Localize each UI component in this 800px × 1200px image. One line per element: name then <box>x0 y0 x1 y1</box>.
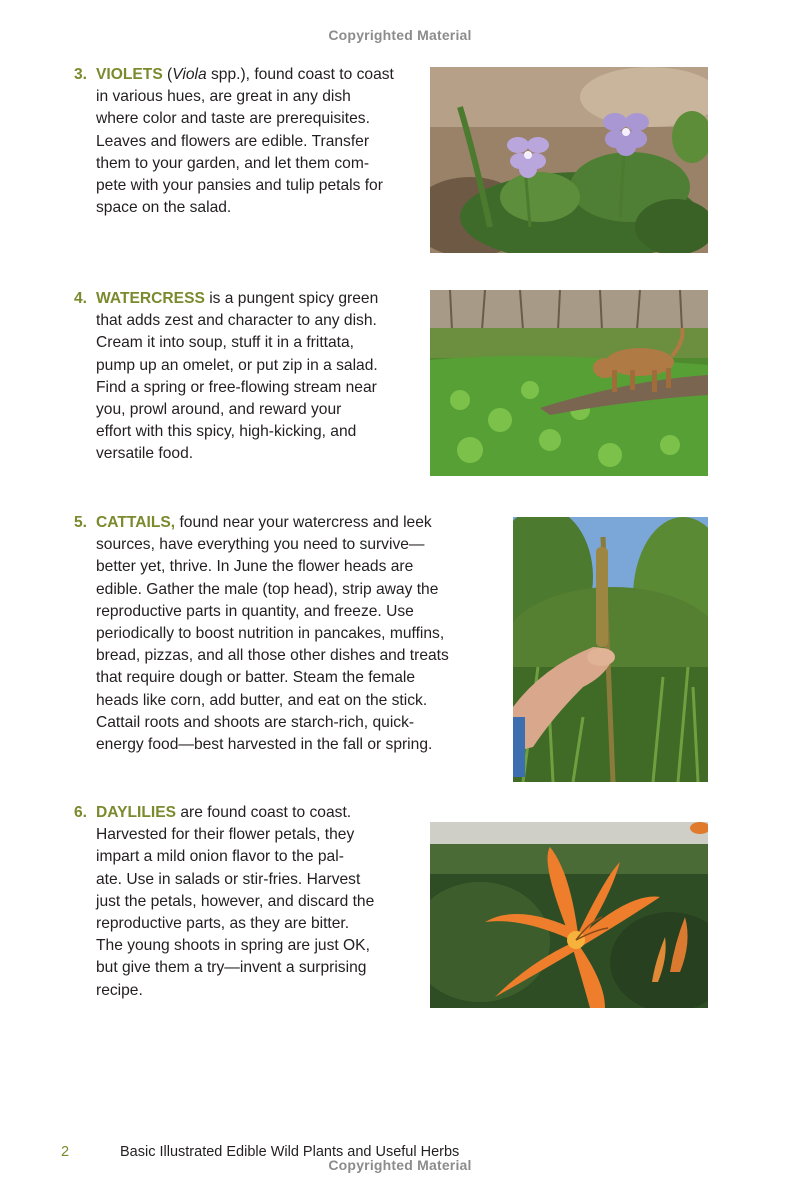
entry-number: 6. <box>74 804 88 821</box>
entry-line: but give them a try—invent a surprising <box>96 959 367 977</box>
entry-text <box>74 512 449 756</box>
entry-line: Cream it into soup, stuff it in a frittata, <box>96 334 354 352</box>
watercress-dog-photo <box>430 290 708 476</box>
entry-line <box>96 802 374 824</box>
violet-flowers-photo <box>430 67 708 253</box>
entry-line <box>96 64 394 86</box>
entry-line: versatile food. <box>96 445 194 463</box>
entry-line: reproductive parts, as they are bitter. <box>96 915 350 933</box>
entry-line: just the petals, however, and discard the <box>96 892 375 910</box>
entry-line-text: spp.), found coast to coast <box>206 66 394 83</box>
entry-line: edible. Gather the male (top head), strip away the <box>96 580 439 598</box>
entry-line: heads like corn, add butter, and eat on the stick. <box>96 691 428 709</box>
entry-line <box>96 512 449 534</box>
entry-line: recipe. <box>96 981 143 999</box>
entry-line: that adds zest and character to any dish. <box>96 312 377 330</box>
entry-line: better yet, thrive. In June the flower heads are <box>96 558 414 576</box>
entry-line: effort with this spicy, high-kicking, and <box>96 423 357 441</box>
entry-line: reproductive parts in quantity, and freeze. Use <box>96 602 414 620</box>
entry-line: that require dough or batter. Steam the female <box>96 669 416 687</box>
entry-line: pump up an omelet, or put zip in a salad. <box>96 356 378 374</box>
latin-name: Viola <box>172 66 207 83</box>
orange-daylily-photo <box>430 822 708 1008</box>
entry-text <box>74 288 378 466</box>
entry-line: Cattail roots and shoots are starch-rich, quick- <box>96 713 415 731</box>
entry-number: 3. <box>74 66 88 83</box>
entry-line: bread, pizzas, and all those other dishes and treats <box>96 647 449 665</box>
entry-number: 5. <box>74 514 88 531</box>
entry-line-text: is a pungent spicy green <box>204 290 379 307</box>
plant-name: WATERCRESS <box>96 290 205 307</box>
entry-line: ate. Use in salads or stir-fries. Harvest <box>96 870 361 888</box>
entry-line: sources, have everything you need to survive— <box>96 536 425 554</box>
entry-line: Harvested for their flower petals, they <box>96 826 355 844</box>
entry-line: in various hues, are great in any dish <box>96 88 351 106</box>
entry-line: periodically to boost nutrition in pancakes, muffins, <box>96 625 445 643</box>
copyright-watermark-bottom: Copyrighted Material <box>328 1157 472 1173</box>
entry-line: them to your garden, and let them com- <box>96 154 370 172</box>
plant-name: DAYLILIES <box>96 804 177 821</box>
entry-watercress <box>74 288 378 466</box>
entry-line: The young shoots in spring are just OK, <box>96 937 370 955</box>
entry-line: impart a mild onion flavor to the pal- <box>96 848 344 866</box>
entry-line-text: found near your watercress and leek <box>175 514 432 531</box>
entry-daylilies <box>74 802 374 1002</box>
entry-line: where color and taste are prerequisites. <box>96 110 370 128</box>
entry-line-text: ( <box>162 66 173 83</box>
running-head: Basic Illustrated Edible Wild Plants and Useful Herbs <box>120 1144 460 1160</box>
entry-line: you, prowl around, and reward your <box>96 401 342 419</box>
entry-line: Find a spring or free-flowing stream near <box>96 378 377 396</box>
entry-line <box>96 288 378 310</box>
entry-cattails <box>74 512 449 756</box>
entry-line: energy food—best harvested in the fall or spring. <box>96 736 433 754</box>
entry-line: Leaves and flowers are edible. Transfer <box>96 132 370 150</box>
entry-number: 4. <box>74 290 88 307</box>
copyright-watermark-top: Copyrighted Material <box>328 27 472 43</box>
entry-text <box>74 802 374 1002</box>
plant-name: CATTAILS, <box>96 514 176 531</box>
entry-line-text: are found coast to coast. <box>176 804 352 821</box>
entry-line: space on the salad. <box>96 199 232 217</box>
page-number: 2 <box>61 1144 70 1160</box>
entry-text <box>74 64 394 219</box>
entry-violets <box>74 64 394 219</box>
cattail-hand-photo <box>513 517 708 782</box>
entry-line: pete with your pansies and tulip petals for <box>96 177 383 195</box>
plant-name: VIOLETS <box>96 66 163 83</box>
